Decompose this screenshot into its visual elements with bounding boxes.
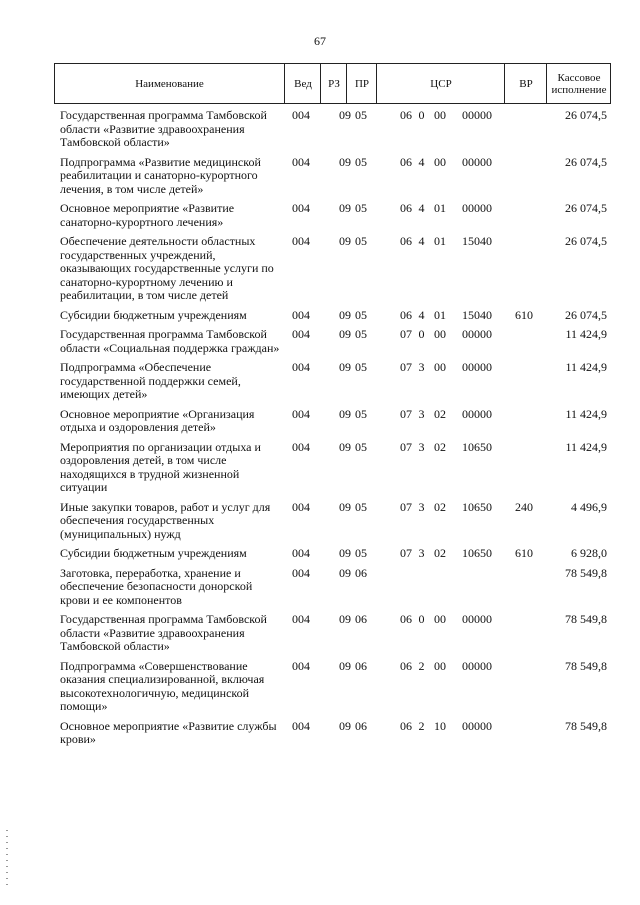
cell-ved: 004: [292, 234, 310, 248]
cell-amount: 11 424,9: [565, 327, 607, 341]
cell-c3: 00: [434, 154, 446, 169]
header-csr: ЦСР: [376, 64, 505, 103]
cell-name: Основное мероприятие «Организация отдыха и оздоровления детей»: [60, 406, 255, 434]
cell-amount: 26 074,5: [565, 201, 607, 215]
table-row: [54, 660, 611, 714]
cell-name: Основное мероприятие «Развитие санаторно-курортного лечения»: [60, 201, 235, 229]
cell-amount: 26 074,5: [565, 108, 607, 122]
cell-rz: 09: [339, 565, 351, 580]
cell-name: Обеспечение деятельности областных государственных учреждений, оказывающих государственные услуги по санаторно-курортному лечению и реабилитации, в том числе детей: [60, 234, 274, 302]
cell-c2: 3: [418, 439, 425, 454]
cell-c2: 4: [418, 234, 425, 248]
table-row: [54, 235, 611, 303]
table-header: [54, 63, 611, 104]
margin-marks: [6, 830, 8, 890]
table-row: [54, 361, 611, 402]
table-row: [54, 328, 611, 355]
cell-c4: 00000: [462, 406, 492, 421]
cell-c2: 0: [418, 612, 425, 626]
cell-rz: 09: [339, 108, 351, 122]
cell-name: Государственная программа Тамбовской области «Социальная поддержка граждан»: [60, 327, 280, 355]
cell-c2: 2: [418, 658, 425, 673]
cell-vr: [503, 408, 545, 435]
cell-c1: 07: [400, 360, 412, 374]
cell-rz: 09: [339, 499, 351, 514]
cell-rz: 09: [339, 439, 351, 454]
cell-amount: 26 074,5: [565, 307, 607, 322]
cell-vr: [503, 156, 545, 197]
cell-pr: 05: [355, 154, 367, 169]
cell-rz: 09: [339, 307, 351, 322]
cell-amount: 78 549,8: [565, 658, 607, 673]
table-row: [54, 501, 611, 542]
cell-vr: [503, 613, 545, 654]
cell-pr: 05: [355, 307, 367, 322]
cell-name: Заготовка, переработка, хранение и обеспечение безопасности донорской крови и ее компонентов: [60, 565, 253, 607]
cell-pr: 06: [355, 658, 367, 673]
table-body: [54, 109, 611, 753]
cell-amount: 78 549,8: [565, 565, 607, 580]
cell-amount: 11 424,9: [565, 406, 607, 421]
cell-c3: 10: [434, 718, 446, 733]
cell-c2: 4: [418, 154, 425, 169]
cell-pr: 05: [355, 406, 367, 421]
cell-c4: 00000: [462, 201, 492, 215]
cell-c1: 06: [400, 718, 412, 733]
cell-c2: 3: [418, 546, 425, 560]
cell-name: Государственная программа Тамбовской области «Развитие здравоохранения Тамбовской области»: [60, 612, 267, 653]
cell-c4: 15040: [462, 307, 492, 322]
cell-name: Иные закупки товаров, работ и услуг для обеспечения государственных (муниципальных) нужд: [60, 499, 271, 541]
cell-c3: 02: [434, 499, 446, 514]
cell-c3: 02: [434, 439, 446, 454]
cell-ved: 004: [292, 439, 310, 454]
cell-c1: 06: [400, 658, 412, 673]
cell-ved: 004: [292, 565, 310, 580]
cell-ved: 004: [292, 360, 310, 374]
cell-c2: 3: [418, 406, 425, 421]
cell-ved: 004: [292, 546, 310, 560]
cell-name: Подпрограмма «Совершенствование оказания специализированной, включая высокотехнологичную, медицинской помощи»: [60, 658, 265, 713]
table-row: [54, 720, 611, 747]
cell-c4: [451, 567, 503, 608]
cell-c1: 07: [400, 327, 412, 341]
cell-vr: 240: [515, 499, 533, 514]
table-row: [54, 309, 611, 323]
cell-name: Субсидии бюджетным учреждениям: [60, 307, 247, 322]
cell-c2: 3: [418, 360, 425, 374]
cell-c4: 00000: [462, 612, 492, 626]
cell-vr: 610: [515, 307, 533, 322]
cell-name: Основное мероприятие «Развитие службы крови»: [60, 718, 277, 746]
cell-c4: 00000: [462, 658, 492, 673]
cell-ved: 004: [292, 201, 310, 215]
table-row: [54, 156, 611, 197]
cell-c2: 4: [418, 201, 425, 215]
cell-rz: 09: [339, 234, 351, 248]
cell-pr: 05: [355, 546, 367, 560]
cell-vr: [503, 720, 545, 747]
cell-c3: 01: [434, 307, 446, 322]
cell-name: Субсидии бюджетным учреждениям: [60, 546, 247, 560]
cell-rz: 09: [339, 327, 351, 341]
cell-vr: [503, 441, 545, 495]
header-cash-line1: Кассовое: [557, 71, 601, 84]
cell-ved: 004: [292, 718, 310, 733]
header-cash: [546, 64, 611, 103]
cell-amount: 26 074,5: [565, 154, 607, 169]
cell-vr: [503, 567, 545, 608]
table-row: [54, 567, 611, 608]
cell-vr: [503, 235, 545, 303]
cell-c2: 2: [418, 718, 425, 733]
cell-c3: 00: [434, 108, 446, 122]
cell-c2: 4: [418, 307, 425, 322]
cell-c3: 00: [434, 658, 446, 673]
cell-c3: 01: [434, 201, 446, 215]
cell-pr: 05: [355, 327, 367, 341]
cell-c1: 07: [400, 546, 412, 560]
header-ved: Вед: [284, 64, 321, 103]
table-row: [54, 408, 611, 435]
cell-vr: [503, 328, 545, 355]
cell-c1: 06: [400, 307, 412, 322]
cell-ved: 004: [292, 658, 310, 673]
cell-name: Мероприятия по организации отдыха и оздоровления детей, в том числе находящихся в трудной жизненной ситуации: [60, 439, 261, 494]
header-cash-line2: исполнение: [551, 83, 607, 96]
cell-c4: 00000: [462, 360, 492, 374]
cell-c3: 00: [434, 360, 446, 374]
cell-c3: 02: [434, 546, 446, 560]
cell-c1: [375, 567, 414, 608]
cell-c4: 00000: [462, 327, 492, 341]
cell-c1: 07: [400, 499, 412, 514]
cell-pr: 05: [355, 499, 367, 514]
cell-rz: 09: [339, 612, 351, 626]
cell-c2: 0: [418, 108, 425, 122]
cell-c1: 06: [400, 154, 412, 169]
cell-c2: 3: [418, 499, 425, 514]
cell-amount: 11 424,9: [565, 360, 607, 374]
table-row: [54, 441, 611, 495]
cell-rz: 09: [339, 406, 351, 421]
cell-amount: 78 549,8: [565, 612, 607, 626]
cell-c3: 02: [434, 406, 446, 421]
cell-vr: [503, 109, 545, 150]
cell-vr: 610: [515, 546, 533, 560]
cell-name: Государственная программа Тамбовской области «Развитие здравоохранения Тамбовской области»: [60, 108, 267, 149]
cell-c3: 00: [434, 327, 446, 341]
cell-amount: 4 496,9: [571, 499, 607, 514]
page-number: 67: [314, 34, 326, 48]
cell-c1: 06: [400, 234, 412, 248]
cell-c3: 00: [434, 612, 446, 626]
table-row: [54, 547, 611, 561]
cell-vr: [503, 660, 545, 714]
cell-vr: [503, 202, 545, 229]
table-row: [54, 202, 611, 229]
cell-pr: 05: [355, 201, 367, 215]
cell-pr: 06: [355, 718, 367, 733]
cell-ved: 004: [292, 499, 310, 514]
cell-ved: 004: [292, 108, 310, 122]
cell-ved: 004: [292, 327, 310, 341]
cell-pr: 06: [355, 565, 367, 580]
cell-amount: 11 424,9: [565, 439, 607, 454]
cell-c1: 06: [400, 108, 412, 122]
cell-c4: 10650: [462, 546, 492, 560]
cell-c4: 00000: [462, 718, 492, 733]
cell-name: Подпрограмма «Обеспечение государственной поддержки семей, имеющих детей»: [60, 360, 241, 401]
cell-c1: 07: [400, 406, 412, 421]
cell-c2: 0: [418, 327, 425, 341]
cell-c4: 15040: [462, 234, 492, 248]
cell-ved: 004: [292, 307, 310, 322]
cell-c1: 06: [400, 201, 412, 215]
header-name: Наименование: [135, 77, 204, 90]
cell-pr: 06: [355, 612, 367, 626]
cell-amount: 6 928,0: [571, 546, 607, 560]
cell-ved: 004: [292, 406, 310, 421]
cell-rz: 09: [339, 201, 351, 215]
cell-c1: 07: [400, 439, 412, 454]
cell-rz: 09: [339, 154, 351, 169]
cell-pr: 05: [355, 360, 367, 374]
cell-ved: 004: [292, 612, 310, 626]
cell-c4: 00000: [462, 108, 492, 122]
cell-vr: [503, 361, 545, 402]
cell-amount: 26 074,5: [565, 234, 607, 248]
cell-ved: 004: [292, 154, 310, 169]
cell-c1: 06: [400, 612, 412, 626]
header-rz: РЗ: [320, 64, 347, 103]
cell-rz: 09: [339, 360, 351, 374]
cell-rz: 09: [339, 546, 351, 560]
cell-c4: 10650: [462, 439, 492, 454]
cell-c2: [414, 567, 429, 608]
cell-rz: 09: [339, 658, 351, 673]
cell-c3: [429, 567, 451, 608]
cell-name: Подпрограмма «Развитие медицинской реабилитации и санаторно-курортного лечения, в том числе детей»: [60, 154, 261, 196]
cell-c3: 01: [434, 234, 446, 248]
cell-c4: 00000: [462, 154, 492, 169]
cell-c4: 10650: [462, 499, 492, 514]
header-vr: ВР: [504, 64, 547, 103]
header-pr: ПР: [346, 64, 377, 103]
cell-pr: 05: [355, 234, 367, 248]
cell-rz: 09: [339, 718, 351, 733]
table-row: [54, 613, 611, 654]
cell-pr: 05: [355, 108, 367, 122]
table-row: [54, 109, 611, 150]
cell-pr: 05: [355, 439, 367, 454]
cell-amount: 78 549,8: [565, 718, 607, 733]
